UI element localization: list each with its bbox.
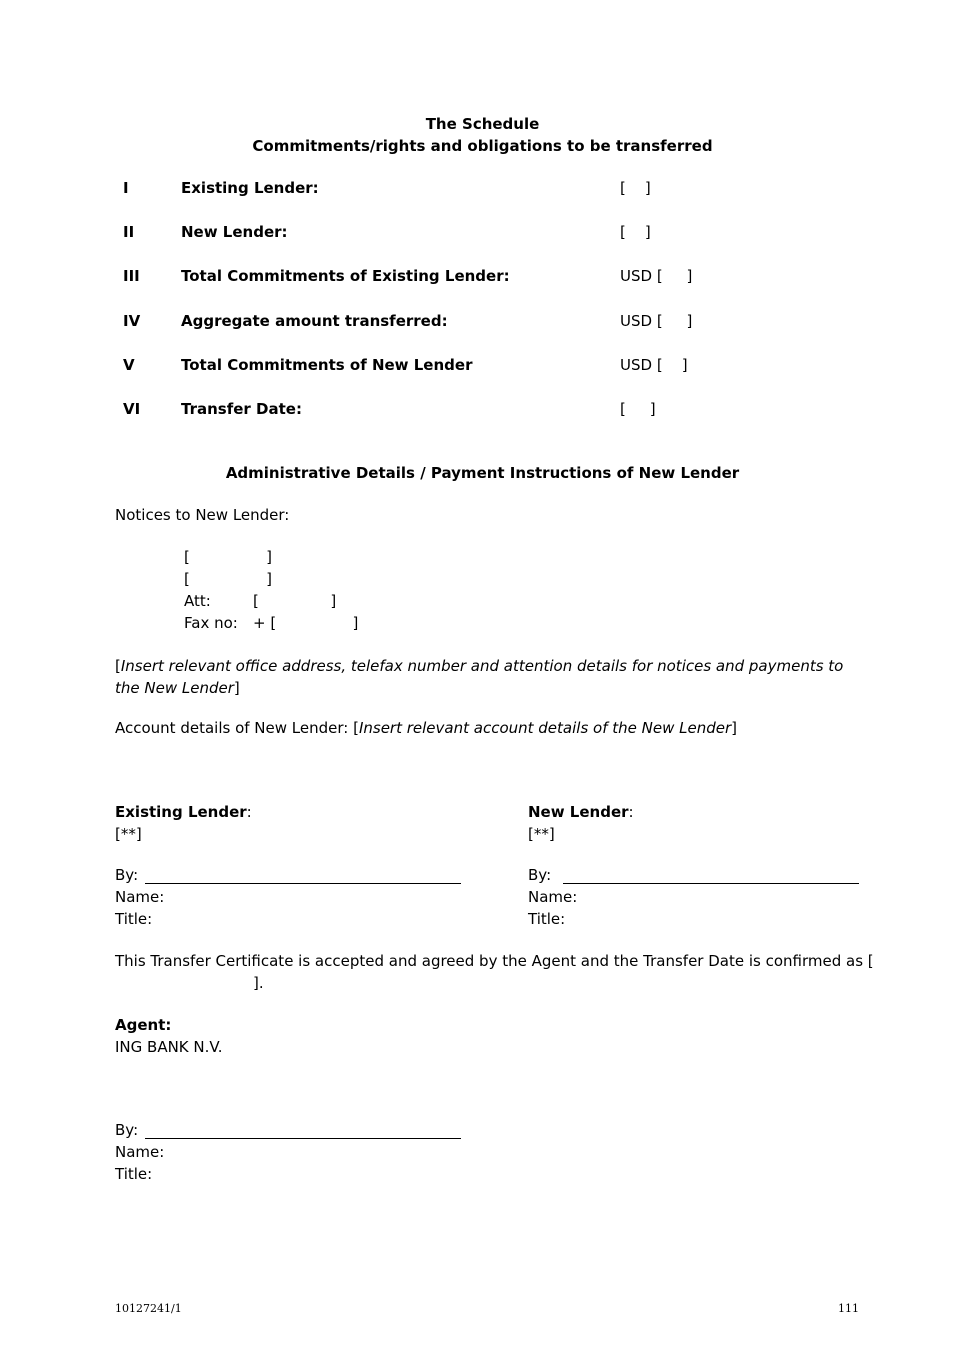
account-details: Account details of New Lender: [Insert relevant account details of the New Lender] [115, 719, 737, 737]
row-label: Total Commitments of New Lender [181, 356, 473, 374]
row-value: USD [ ] [620, 267, 693, 285]
new-lender-by-label: By: [528, 866, 552, 884]
agent-title-label: Title: [115, 1165, 153, 1183]
schedule-title: The Schedule [425, 115, 540, 133]
account-details-text: Insert relevant account details of the New Lender [358, 719, 732, 737]
row-value: USD [ ] [620, 356, 688, 374]
admin-heading: Administrative Details / Payment Instructions of New Lender [225, 464, 740, 482]
agent-name: ING BANK N.V. [115, 1038, 223, 1056]
fax-label: Fax no: [184, 614, 238, 632]
new-lender-name-label: Name: [528, 888, 578, 906]
page-number: 111 [838, 1302, 859, 1315]
insert-instruction: [Insert relevant office address, telefax number and attention details for notices and payments to the New Lender] [115, 657, 844, 697]
schedule-subtitle: Commitments/rights and obligations to be transferred [252, 137, 713, 155]
document-reference: 10127241/1 [115, 1302, 182, 1315]
row-label: Transfer Date: [181, 400, 302, 418]
row-number: IV [123, 312, 141, 330]
existing-lender-heading: Existing Lender: [115, 803, 252, 821]
notices-label: Notices to New Lender: [115, 506, 290, 524]
address-line: [ ] [184, 548, 272, 566]
agent-heading: Agent: [115, 1016, 172, 1034]
existing-lender-placeholder: [**] [115, 825, 142, 843]
row-label: Existing Lender: [181, 179, 319, 197]
existing-lender-name-label: Name: [115, 888, 165, 906]
insert-instruction-text: Insert relevant office address, telefax number and attention details for notices and payments to the New Lender [115, 657, 844, 697]
row-value: [ ] [620, 223, 651, 241]
row-value: [ ] [620, 400, 656, 418]
existing-lender-by-label: By: [115, 866, 139, 884]
row-number: II [123, 223, 135, 241]
row-value: [ ] [620, 179, 651, 197]
row-number: I [123, 179, 129, 197]
agent-name-label: Name: [115, 1143, 165, 1161]
row-number: III [123, 267, 140, 285]
fax-value: + [ ] [253, 614, 359, 632]
new-lender-heading: New Lender: [528, 803, 634, 821]
row-number: V [123, 356, 135, 374]
row-label: Total Commitments of Existing Lender: [181, 267, 510, 285]
new-lender-placeholder: [**] [528, 825, 555, 843]
new-lender-title-label: Title: [528, 910, 566, 928]
acceptance-text: This Transfer Certificate is accepted and agreed by the Agent and the Transfer Date is confirmed as [ [115, 952, 874, 970]
row-label: Aggregate amount transferred: [181, 312, 448, 330]
existing-lender-signature-line[interactable] [145, 883, 461, 884]
row-number: VI [123, 400, 141, 418]
address-line: [ ] [184, 570, 272, 588]
agent-by-label: By: [115, 1121, 139, 1139]
acceptance-close: ]. [253, 974, 264, 992]
existing-lender-title-label: Title: [115, 910, 153, 928]
row-label: New Lender: [181, 223, 288, 241]
row-value: USD [ ] [620, 312, 693, 330]
agent-signature-line[interactable] [145, 1138, 461, 1139]
att-label: Att: [184, 592, 211, 610]
att-value: [ ] [253, 592, 337, 610]
new-lender-signature-line[interactable] [563, 883, 859, 884]
